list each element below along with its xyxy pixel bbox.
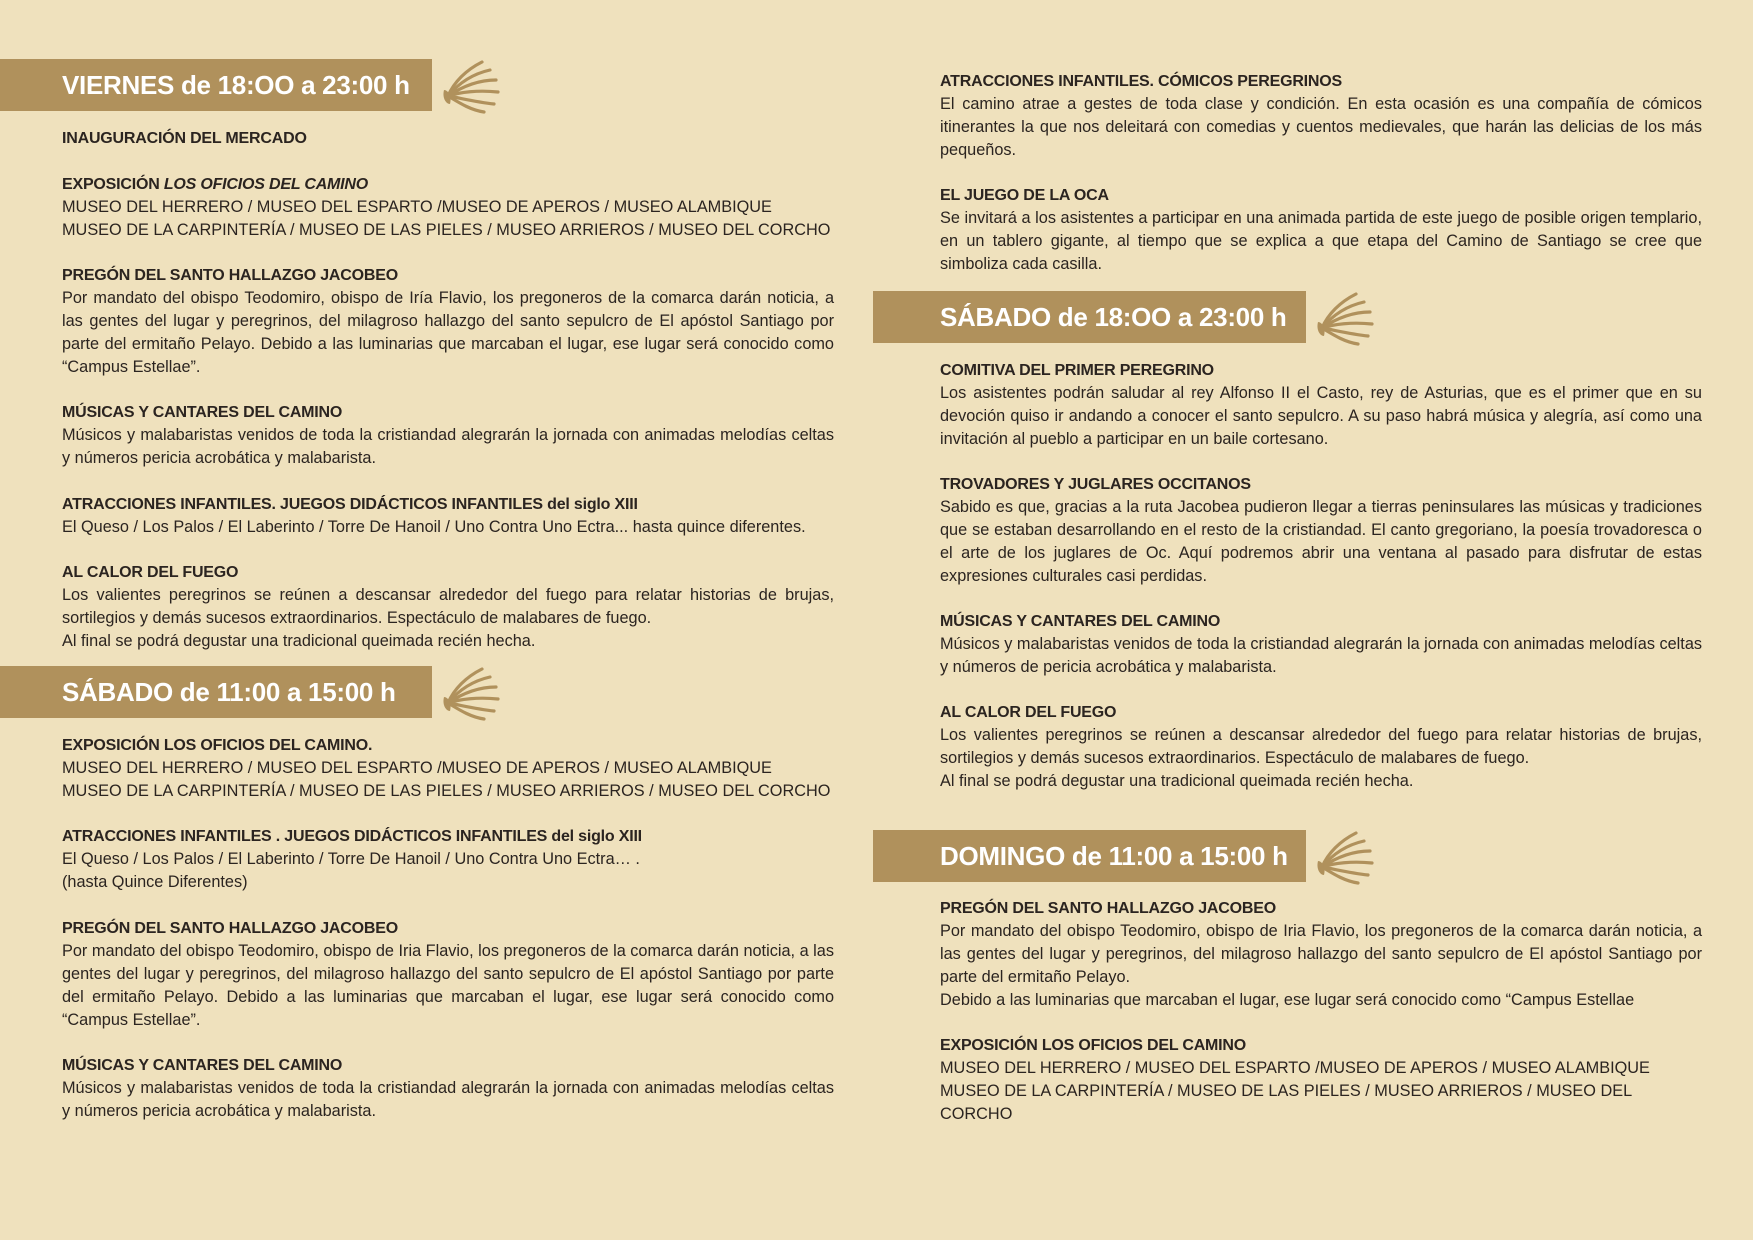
event-description-extra: Al final se podrá degustar una tradicional queimada recién hecha. <box>940 772 1414 790</box>
event-description: Músicos y malabaristas venidos de toda la cristiandad alegrarán la jornada con animadas melodías celtas y números pericia acrobática y malabarista. <box>62 1079 834 1120</box>
scallop-shell-icon <box>1314 823 1378 887</box>
banner-title: VIERNES de 18:OO a 23:00 h <box>62 70 410 100</box>
event-title: EXPOSICIÓN LOS OFICIOS DEL CAMINO. <box>62 737 373 754</box>
event-title: MÚSICAS Y CANTARES DEL CAMINO <box>940 613 1221 630</box>
banner-title: DOMINGO de 11:00 a 15:00 h <box>940 841 1288 871</box>
event-title: AL CALOR DEL FUEGO <box>62 564 239 581</box>
event-musicas <box>940 610 1702 679</box>
event-description: Músicos y malabaristas venidos de toda la cristiandad alegrarán la jornada con animadas melodías celtas y números de pericia acrobática y malabarista. <box>940 635 1703 676</box>
banner-title: SÁBADO de 18:OO a 23:00 h <box>940 302 1287 332</box>
event-title: MÚSICAS Y CANTARES DEL CAMINO <box>62 404 343 421</box>
event-title: ATRACCIONES INFANTILES. CÓMICOS PEREGRINOS <box>940 73 1342 90</box>
event-title-prefix: EXPOSICIÓN <box>62 176 164 193</box>
scallop-shell-icon <box>440 52 504 116</box>
event-pregon <box>62 917 834 1032</box>
event-description: Por mandato del obispo Teodomiro, obispo de Iria Flavio, los pregoneros de la comarca darán noticia, a las gentes del lugar y peregrinos, del milagroso hallazgo del santo sepulcro de El apóstol Santiago por parte del ermitaño Pelayo. <box>940 922 1702 986</box>
event-description: El camino atrae a gestes de toda clase y condición. En esta ocasión es una compañía de cómicos itinerantes la que nos deleitará con comedias y cuentos medievales, que harán las delicias de los más pequeños. <box>940 95 1702 159</box>
event-title: AL CALOR DEL FUEGO <box>940 704 1117 721</box>
event-exposicion <box>940 1034 1702 1126</box>
event-title: PREGÓN DEL SANTO HALLAZGO JACOBEO <box>62 267 398 284</box>
banner-domingo <box>873 830 1306 882</box>
event-title: COMITIVA DEL PRIMER PEREGRINO <box>940 362 1214 379</box>
event-title: PREGÓN DEL SANTO HALLAZGO JACOBEO <box>940 900 1276 917</box>
event-atracciones <box>62 493 834 539</box>
event-description-extra: Al final se podrá degustar una tradicional queimada recién hecha. <box>62 632 536 650</box>
event-description-extra: Debido a las luminarias que marcaban el lugar, ese lugar será conocido como “Campus Estellae <box>940 991 1635 1009</box>
museum-line: MUSEO DE LA CARPINTERÍA / MUSEO DE LAS PIELES / MUSEO ARRIEROS / MUSEO DEL CORCHO <box>62 221 831 239</box>
event-title: EXPOSICIÓN LOS OFICIOS DEL CAMINO <box>940 1037 1247 1054</box>
event-pregon <box>62 264 834 379</box>
event-description: Se invitará a los asistentes a participar en una animada partida de este juego de posible origen templario, en un tablero gigante, al tiempo que se explica a que etapa del Camino de Santiago se cree que simboliza cada casilla. <box>940 209 1702 273</box>
event-description: El Queso / Los Palos / El Laberinto / Torre De Hanoil / Uno Contra Uno Ectra... hasta quince diferentes. <box>62 518 806 536</box>
event-title-italic: LOS OFICIOS DEL CAMINO <box>163 176 369 193</box>
event-trovadores <box>940 473 1702 588</box>
scallop-shell-icon <box>440 659 504 723</box>
banner-title: SÁBADO de 11:00 a 15:00 h <box>62 677 396 707</box>
event-pregon <box>940 897 1702 1012</box>
event-description: El Queso / Los Palos / El Laberinto / Torre De Hanoil / Uno Contra Uno Ectra… . <box>62 850 640 868</box>
event-musicas <box>62 1054 834 1123</box>
banner-sabado-tarde <box>873 291 1306 343</box>
event-comitiva <box>940 359 1702 451</box>
event-inauguracion <box>62 127 834 150</box>
museum-line: MUSEO DEL HERRERO / MUSEO DEL ESPARTO /MUSEO DE APEROS / MUSEO ALAMBIQUE <box>62 759 772 777</box>
banner-viernes <box>0 59 432 111</box>
event-title: ATRACCIONES INFANTILES . JUEGOS DIDÁCTICOS INFANTILES del siglo XIII <box>62 828 642 845</box>
event-title: INAUGURACIÓN DEL MERCADO <box>62 130 307 147</box>
event-oca <box>940 184 1702 276</box>
event-description: Los valientes peregrinos se reúnen a descansar alrededor del fuego para relatar historias de brujas, sortilegios y demás sucesos extraordinarios. Espectáculo de malabares de fuego. <box>62 586 834 627</box>
event-description: Los valientes peregrinos se reúnen a descansar alrededor del fuego para relatar historias de brujas, sortilegios y demás sucesos extraordinarios. Espectáculo de malabares de fuego. <box>940 726 1702 767</box>
event-calor-fuego <box>62 561 834 653</box>
museum-line: MUSEO DEL HERRERO / MUSEO DEL ESPARTO /MUSEO DE APEROS / MUSEO ALAMBIQUE <box>62 198 772 216</box>
event-exposicion <box>62 173 834 242</box>
museum-line: MUSEO DEL HERRERO / MUSEO DEL ESPARTO /MUSEO DE APEROS / MUSEO ALAMBIQUE <box>940 1059 1650 1077</box>
event-description: Los asistentes podrán saludar al rey Alfonso II el Casto, rey de Asturias, que es el primer que en su devoción quiso ir andando a conocer el santo sepulcro. A su paso habrá música y alegría, así como una invitación al pueblo a participar en un baile cortesano. <box>940 384 1702 448</box>
event-title: TROVADORES Y JUGLARES OCCITANOS <box>940 476 1251 493</box>
event-calor-fuego <box>940 701 1702 793</box>
event-musicas <box>62 401 834 470</box>
event-title: EL JUEGO DE LA OCA <box>940 187 1109 204</box>
museum-line: MUSEO DE LA CARPINTERÍA / MUSEO DE LAS PIELES / MUSEO ARRIEROS / MUSEO DEL CORCHO <box>940 1082 1632 1123</box>
museum-line: MUSEO DE LA CARPINTERÍA / MUSEO DE LAS PIELES / MUSEO ARRIEROS / MUSEO DEL CORCHO <box>62 782 831 800</box>
scallop-shell-icon <box>1314 284 1378 348</box>
event-title: ATRACCIONES INFANTILES. JUEGOS DIDÁCTICOS INFANTILES del siglo XIII <box>62 496 638 513</box>
event-description: Músicos y malabaristas venidos de toda la cristiandad alegrarán la jornada con animadas melodías celtas y números pericia acrobática y malabarista. <box>62 426 834 467</box>
event-title: MÚSICAS Y CANTARES DEL CAMINO <box>62 1057 343 1074</box>
event-description: Por mandato del obispo Teodomiro, obispo de Iria Flavio, los pregoneros de la comarca darán noticia, a las gentes del lugar y peregrinos, del milagroso hallazgo del santo sepulcro de El apóstol Santiago por parte del ermitaño Pelayo. Debido a las luminarias que marcaban el lugar, ese lugar será conocido como “Campus Estellae”. <box>62 942 834 1029</box>
event-title <box>62 173 834 196</box>
event-exposicion <box>62 734 834 803</box>
event-atracciones <box>62 825 834 894</box>
event-title: PREGÓN DEL SANTO HALLAZGO JACOBEO <box>62 920 398 937</box>
event-description: Sabido es que, gracias a la ruta Jacobea pudieron llegar a tierras peninsulares las músicas y tradiciones que se estaban desarrollando en el resto de la cristiandad. El canto gregoriano, la poesía trovadoresca o el arte de los juglares de Oc. Aquí podremos abrir una ventana al pasado para disfrutar de estas expresiones culturales casi perdidas. <box>940 498 1702 585</box>
event-description: (hasta Quince Diferentes) <box>62 873 248 891</box>
banner-sabado-manana <box>0 666 432 718</box>
event-description: Por mandato del obispo Teodomiro, obispo de Iría Flavio, los pregoneros de la comarca darán noticia, a las gentes del lugar y peregrinos, del milagroso hallazgo del santo sepulcro de El apóstol Santiago por parte del ermitaño Pelayo. Debido a las luminarias que marcaban el lugar, ese lugar será conocido como “Campus Estellae”. <box>62 289 834 376</box>
event-comicos <box>940 70 1702 162</box>
